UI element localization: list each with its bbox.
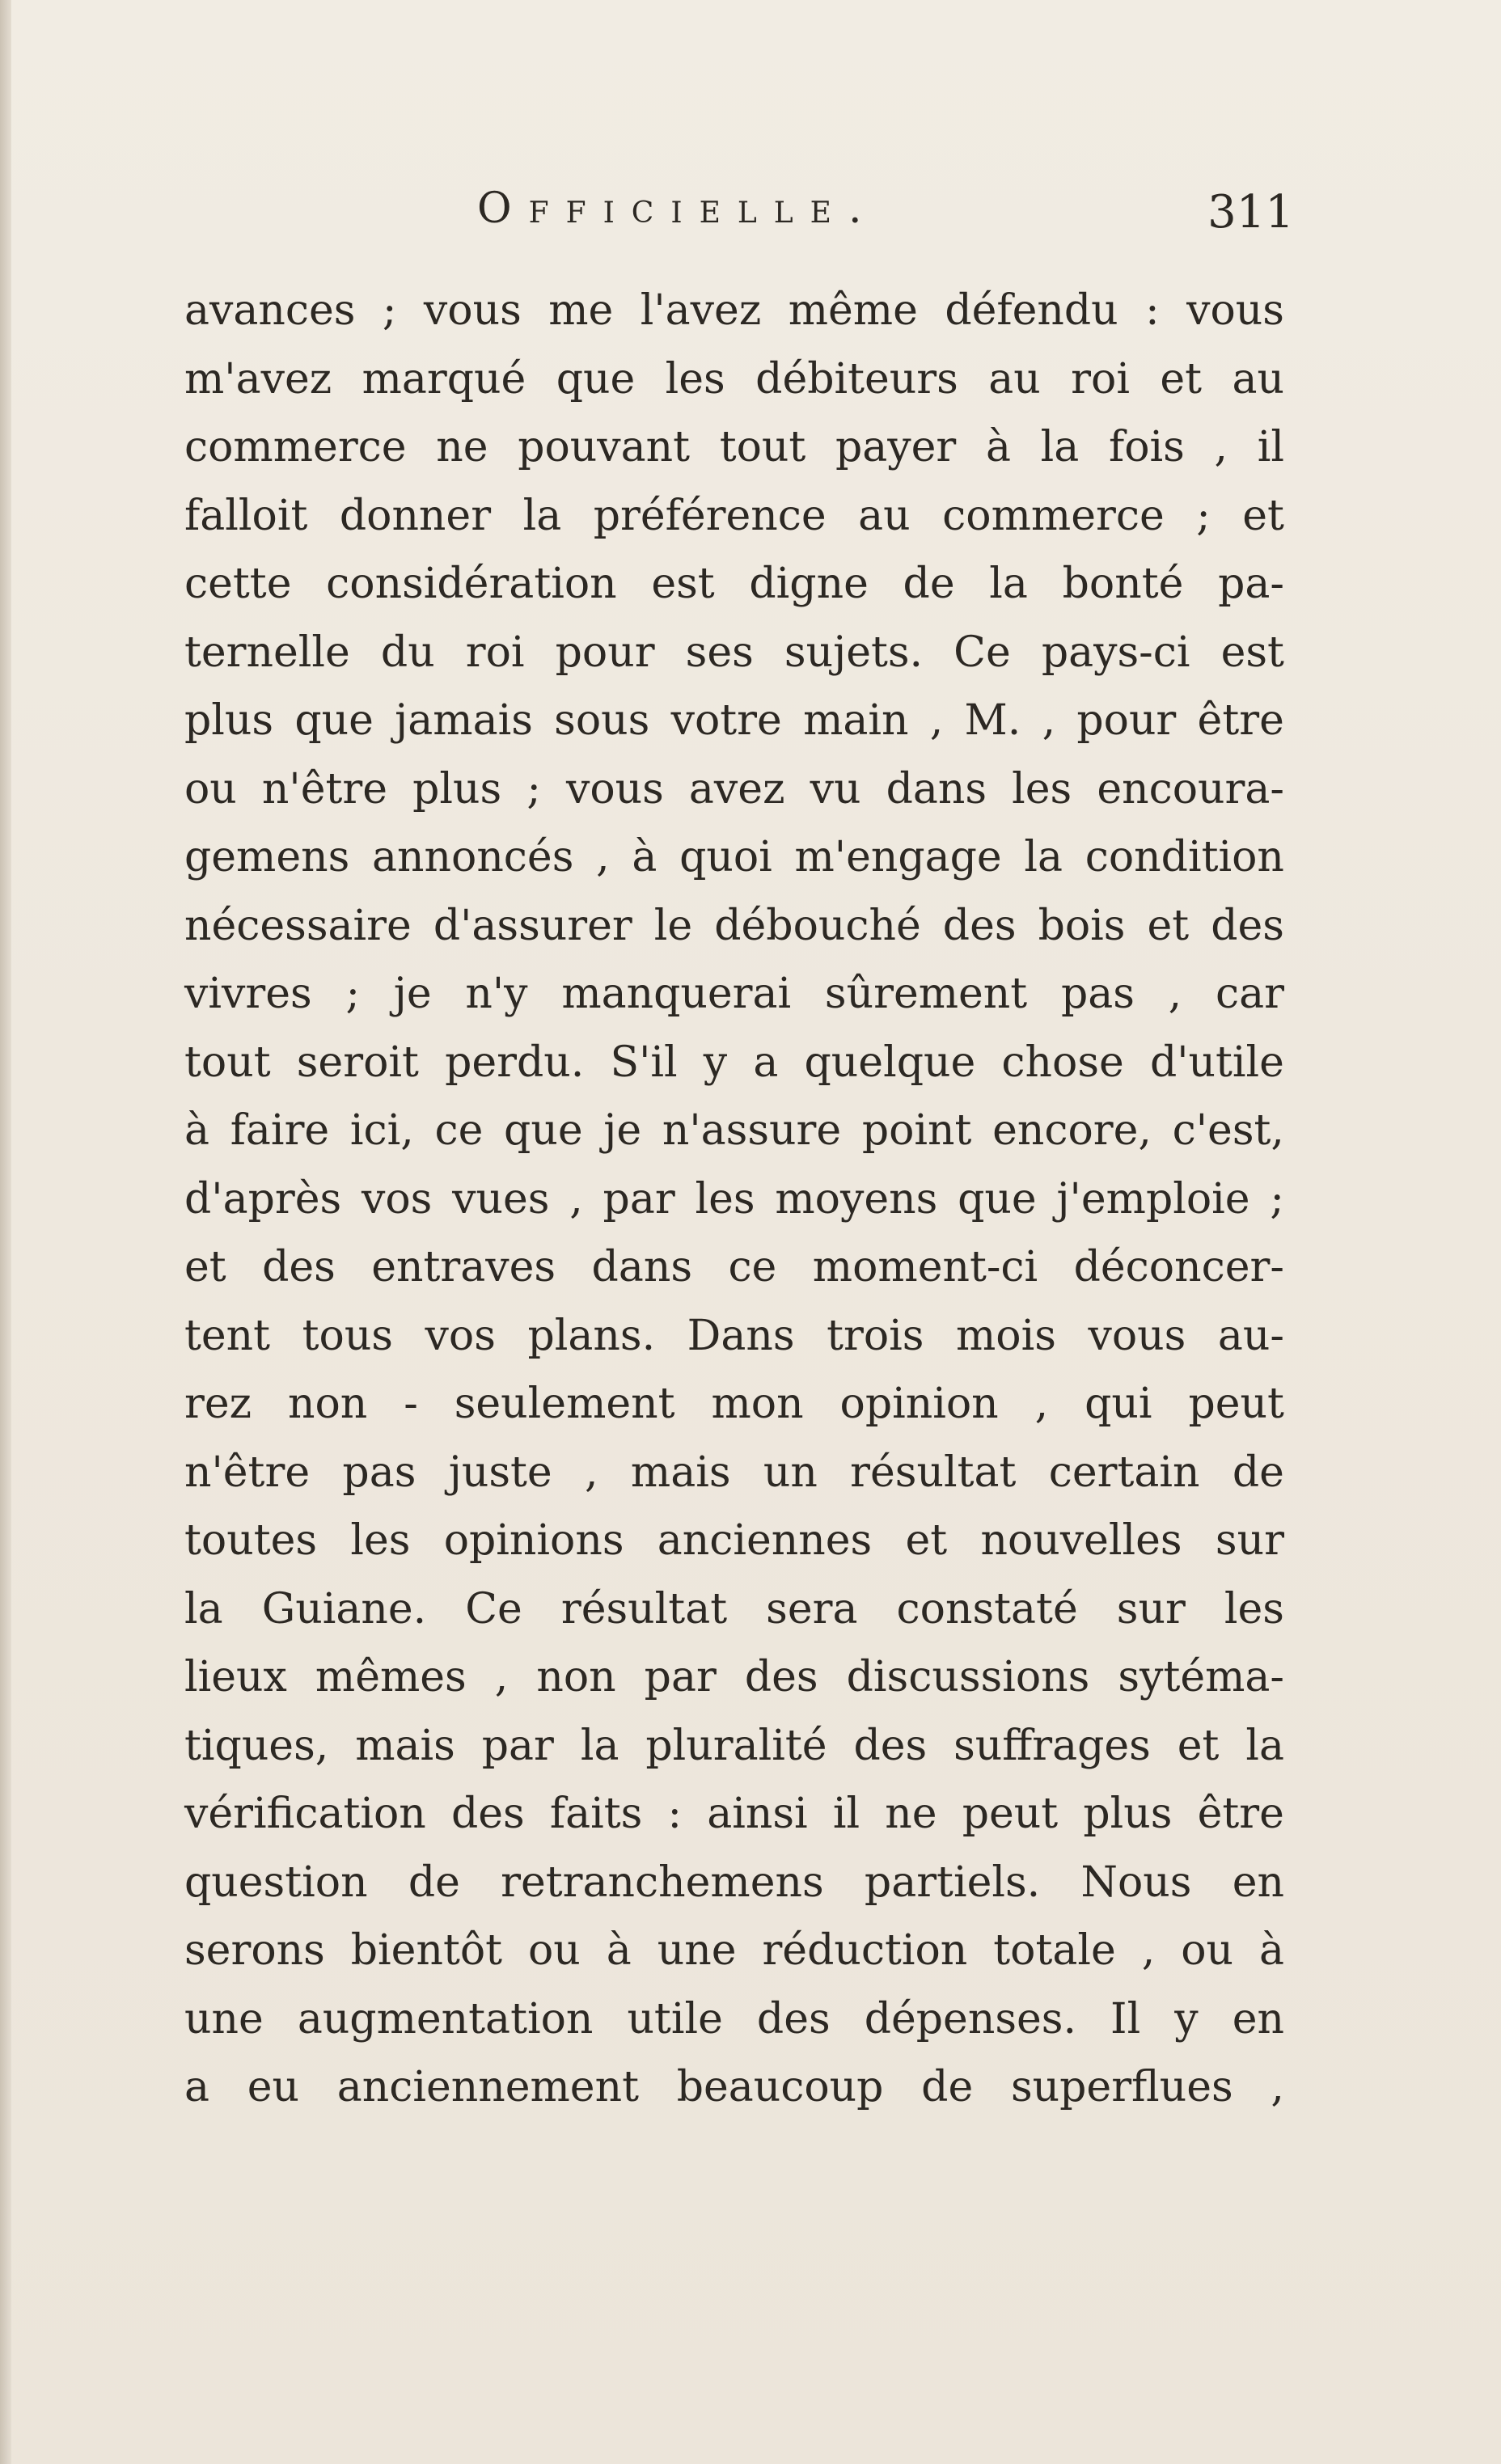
text-line: serons bientôt ou à une réduction totale , ou à (184, 1926, 1284, 1975)
text-line: a eu anciennement beaucoup de superflues , (184, 2063, 1284, 2111)
running-title: Officielle. (477, 184, 879, 233)
text-line: question de retranchemens partiels. Nous en (184, 1858, 1284, 1907)
page-header (477, 184, 1294, 249)
text-line: d'après vos vues , par les moyens que j'emploie ; (184, 1174, 1284, 1224)
text-line: vivres ; je n'y manquerai sûrement pas , car (184, 970, 1284, 1018)
text-line: avances ; vous me l'avez même défendu : vous (184, 286, 1284, 335)
text-line: commerce ne pouvant tout payer à la fois , il (184, 423, 1284, 471)
text-line: m'avez marqué que les débiteurs au roi et au (184, 354, 1284, 404)
body-text (184, 277, 1284, 2122)
text-line: lieux mêmes , non par des discussions sytéma- (184, 1653, 1284, 1701)
text-line: ternelle du roi pour ses sujets. Ce pays-ci est (184, 628, 1284, 677)
text-line: n'être pas juste , mais un résultat certain de (184, 1448, 1284, 1497)
page-number: 311 (1207, 186, 1294, 239)
page-edge (0, 0, 11, 2464)
text-line: toutes les opinions anciennes et nouvelles sur (184, 1516, 1284, 1565)
text-line: tiques, mais par la pluralité des suffrages et la (184, 1721, 1284, 1770)
text-line: vérification des faits : ainsi il ne peut plus être (184, 1790, 1284, 1838)
text-line: la Guiane. Ce résultat sera constaté sur les (184, 1584, 1284, 1634)
text-line: nécessaire d'assurer le débouché des bois et des (184, 901, 1284, 950)
text-line: rez non - seulement mon opinion , qui peut (184, 1380, 1284, 1428)
text-line: tent tous vos plans. Dans trois mois vous au- (184, 1311, 1284, 1360)
text-line: tout seroit perdu. S'il y a quelque chose d'utile (184, 1038, 1284, 1087)
text-line: et des entraves dans ce moment-ci déconcer- (184, 1243, 1284, 1291)
text-line: ou n'être plus ; vous avez vu dans les encoura- (184, 764, 1284, 814)
text-line: plus que jamais sous votre main , M. , pour être (184, 696, 1284, 745)
text-line: cette considération est digne de la bonté pa- (184, 560, 1284, 608)
text-line: à faire ici, ce que je n'assure point encore, c'est, (184, 1106, 1284, 1155)
text-line: gemens annoncés , à quoi m'engage la condition (184, 833, 1284, 881)
text-line: falloit donner la préférence au commerce ; et (184, 491, 1284, 540)
text-line: une augmentation utile des dépenses. Il y en (184, 1994, 1284, 2043)
